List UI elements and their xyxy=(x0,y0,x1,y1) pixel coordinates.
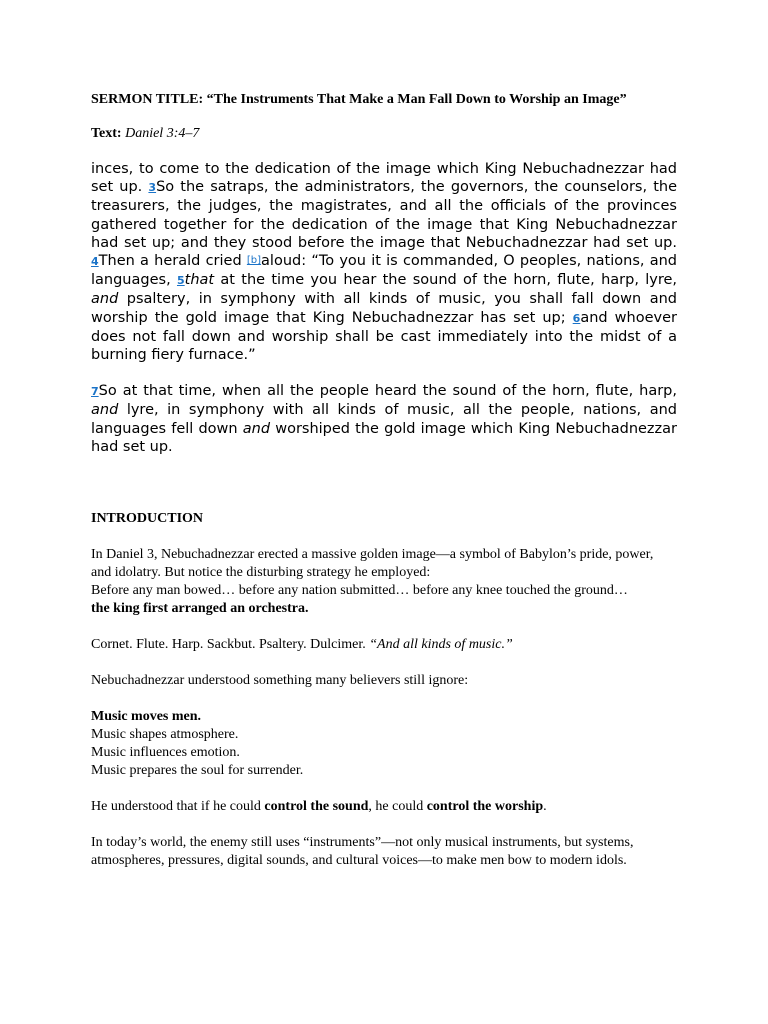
verse-number-3[interactable]: 3 xyxy=(148,181,157,195)
intro-text-bold: control the worship xyxy=(426,799,544,815)
scripture-text: aloud: “To you it is commanded, O peoples, nations, and languages, xyxy=(91,253,677,289)
intro-paragraph-4 xyxy=(91,708,677,780)
scripture-text-italic: and xyxy=(242,420,271,437)
intro-text: , he could xyxy=(368,799,427,815)
intro-paragraph-1 xyxy=(91,546,677,618)
scripture-text: at the time you hear the sound of the horn, flute, harp, lyre, xyxy=(214,272,678,289)
scripture-paragraph-1 xyxy=(91,160,677,364)
sermon-title-text: “The Instruments That Make a Man Fall Down to Worship an Image” xyxy=(206,92,627,107)
intro-text: Music shapes atmosphere. xyxy=(91,727,239,743)
intro-text-bold: the king first arranged an orchestra. xyxy=(91,601,309,617)
intro-text-bold: control the sound xyxy=(264,799,369,815)
document-page xyxy=(91,91,677,870)
text-reference: Daniel 3:4–7 xyxy=(125,126,200,141)
intro-text: Music influences emotion. xyxy=(91,745,240,761)
verse-number-7[interactable]: 7 xyxy=(91,385,99,399)
text-label: Text: xyxy=(91,126,122,141)
intro-text-italic: “And all kinds of music.” xyxy=(369,637,513,653)
intro-text: Before any man bowed… before any nation submitted… before any knee touched the ground… xyxy=(91,583,628,599)
footnote-link-b[interactable]: [b] xyxy=(246,255,262,267)
verse-number-6[interactable]: 6 xyxy=(572,311,581,325)
scripture-text-italic: and xyxy=(91,291,119,308)
scripture-paragraph-2 xyxy=(91,382,677,456)
intro-paragraph-6: In today’s world, the enemy still uses “instruments”—not only musical instruments, but systems, atmospheres, pressures, digital sounds, and cultural voices—to make men bow to modern idols. xyxy=(91,835,634,869)
sermon-title xyxy=(91,91,677,109)
verse-number-5[interactable]: 5 xyxy=(176,274,185,288)
scripture-text: So at that time, when all the people heard the sound of the horn, flute, harp, xyxy=(98,383,677,400)
scripture-text: inces, to come to the dedication of the image which King Nebuchadnezzar had set up. xyxy=(91,161,677,196)
introduction-heading xyxy=(91,510,677,528)
verse-number-4[interactable]: 4 xyxy=(91,255,99,269)
sermon-title-label: SERMON TITLE: xyxy=(91,92,204,107)
intro-text: Cornet. Flute. Harp. Sackbut. Psaltery. Dulcimer. xyxy=(91,637,370,653)
intro-text: He understood that if he could xyxy=(91,799,265,815)
scripture-text: lyre, in symphony with all kinds of music, all the people, nations, and languages fell down xyxy=(91,402,677,437)
intro-text: . xyxy=(543,799,547,815)
scripture-text-italic: and xyxy=(91,402,119,419)
introduction-heading-text: INTRODUCTION xyxy=(91,511,204,527)
scripture-text: worshiped the gold image which King Nebuchadnezzar had set up. xyxy=(91,420,677,455)
scripture-text: psaltery, in symphony with all kinds of music, you shall fall down and worship the gold image that King Nebuchadnezzar has set up; xyxy=(91,291,677,326)
intro-text-bold: Music moves men. xyxy=(91,709,202,725)
scripture-text-italic: that xyxy=(184,272,215,289)
intro-text: In Daniel 3, Nebuchadnezzar erected a massive golden image—a symbol of Babylon’s pride, power, and idolatry. But notice the disturbing strategy he employed: xyxy=(91,547,654,581)
intro-paragraph-3: Nebuchadnezzar understood something many believers still ignore: xyxy=(91,673,469,689)
scripture-reference xyxy=(91,125,677,143)
scripture-text: and whoever does not fall down and worship shall be cast immediately into the midst of a burning fiery furnace.” xyxy=(91,309,677,364)
scripture-text: Then a herald cried xyxy=(98,253,247,270)
intro-text: Music prepares the soul for surrender. xyxy=(91,763,304,779)
intro-paragraph-2 xyxy=(91,636,677,654)
scripture-text: So the satraps, the administrators, the governors, the counselors, the treasurers, the judges, the magistrates, and all the officials of the provinces gathered together for the dedication of the image that King Nebuchadnezzar had set up; and they stood before the image that Nebuchadnezzar had set up. xyxy=(91,179,677,251)
intro-paragraph-5 xyxy=(91,798,677,816)
